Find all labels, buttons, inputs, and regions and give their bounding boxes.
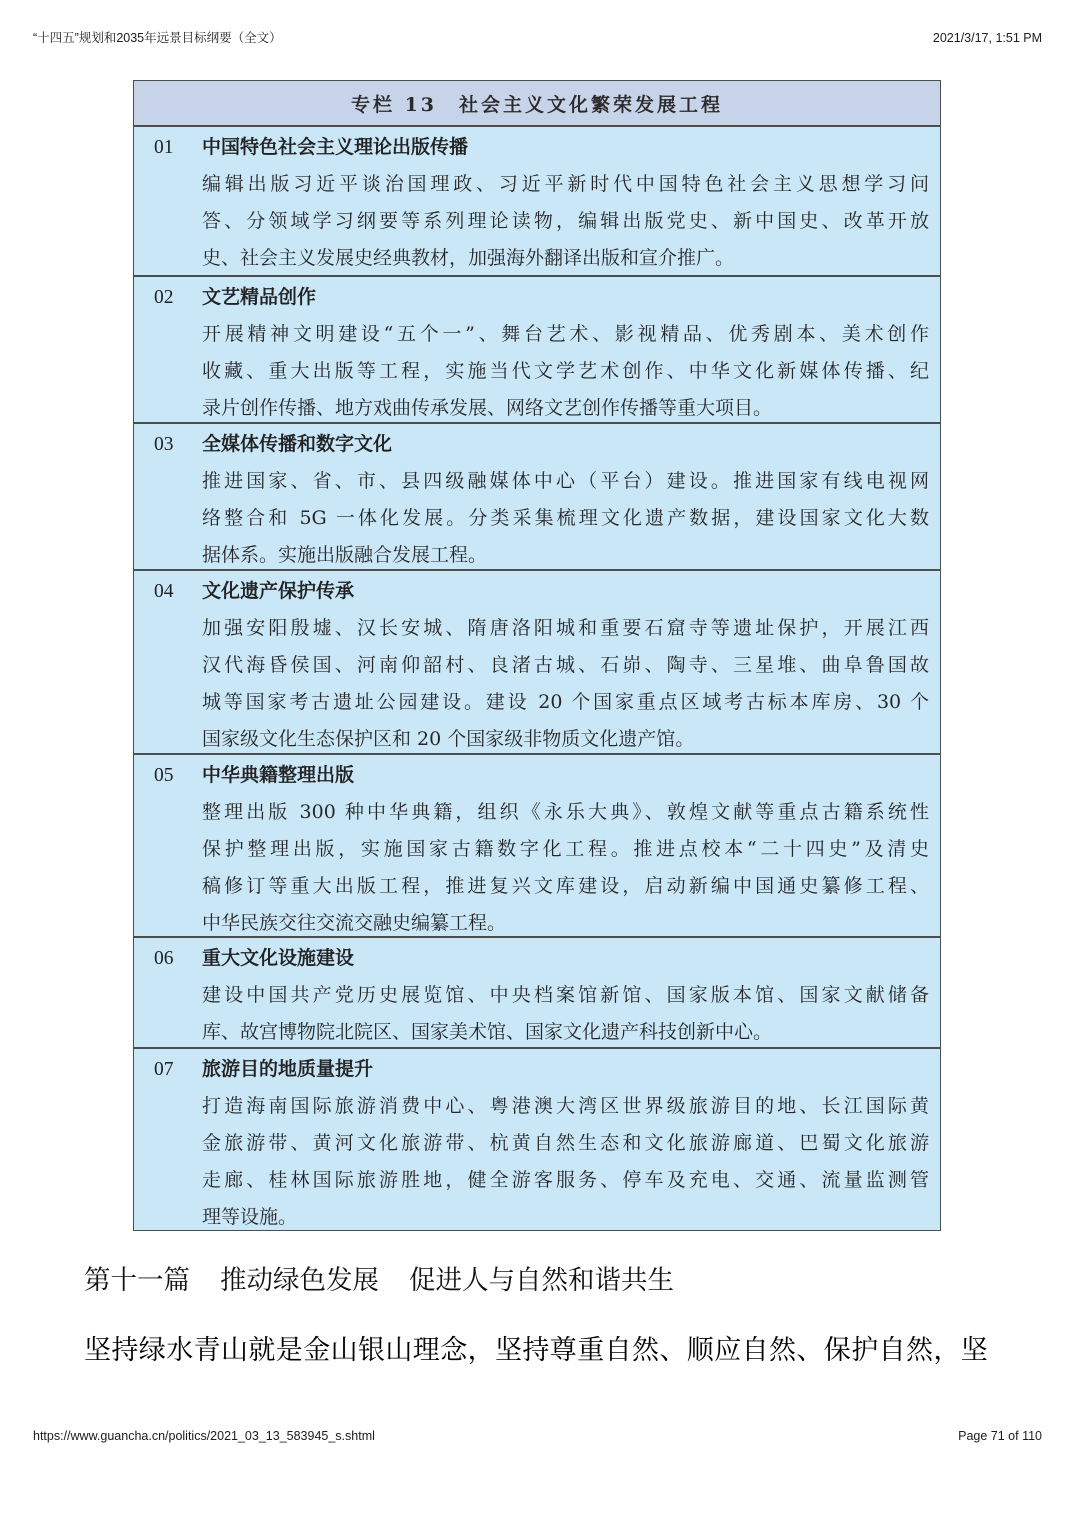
- item-content: [202, 940, 929, 1051]
- item-content: [202, 1051, 929, 1236]
- item-number: 05: [154, 765, 174, 786]
- section-part: 第十一篇: [84, 1265, 190, 1295]
- table-row: [134, 753, 940, 936]
- page-number: Page 71 of 110: [958, 1429, 1042, 1443]
- item-text-line: 开展精神文明建设“五个一”、舞台艺术、影视精品、优秀剧本、美术创作: [202, 323, 929, 345]
- item-text-line: 整理出版 300 种中华典籍，组织《永乐大典》、敦煌文献等重点古籍系统性: [202, 801, 929, 823]
- item-text-line: 保护整理出版，实施国家古籍数字化工程。推进点校本“二十四史”及清史: [202, 838, 929, 860]
- item-content: [202, 279, 929, 427]
- box-label: 专栏 13: [350, 93, 438, 116]
- section-subtitle: 促进人与自然和谐共生: [409, 1265, 674, 1295]
- item-content: [202, 129, 929, 277]
- item-content: [202, 757, 929, 942]
- item-title: 旅游目的地质量提升: [202, 1058, 374, 1080]
- item-text-line: 史、社会主义发展史经典教材，加强海外翻译出版和宣介推广。: [202, 247, 735, 269]
- page-url: https://www.guancha.cn/politics/2021_03_13_583945_s.shtml: [33, 1429, 375, 1443]
- section-title: 推动绿色发展: [220, 1265, 379, 1295]
- item-text-line: 建设中国共产党历史展览馆、中央档案馆新馆、国家版本馆、国家文献储备: [202, 984, 929, 1006]
- item-title: 文艺精品创作: [202, 286, 317, 308]
- item-text-line: 走廊、桂林国际旅游胜地，健全游客服务、停车及充电、交通、流量监测管: [202, 1169, 929, 1191]
- item-number: 01: [154, 137, 174, 158]
- item-number: 04: [154, 581, 174, 602]
- item-text-line: 答、分领域学习纲要等系列理论读物，编辑出版党史、新中国史、改革开放: [202, 210, 929, 232]
- table-row: [134, 275, 940, 422]
- item-number: 07: [154, 1059, 174, 1080]
- item-text-line: 库、故宫博物院北院区、国家美术馆、国家文化遗产科技创新中心。: [202, 1021, 773, 1043]
- print-header-title: “十四五”规划和2035年远景目标纲要（全文）: [33, 31, 282, 45]
- item-text-line: 据体系。实施出版融合发展工程。: [202, 544, 488, 566]
- table-row: [134, 125, 940, 275]
- item-text-line: 金旅游带、黄河文化旅游带、杭黄自然生态和文化旅游廊道、巴蜀文化旅游: [202, 1132, 929, 1154]
- item-text-line: 编辑出版习近平谈治国理政、习近平新时代中国特色社会主义思想学习问: [202, 173, 929, 195]
- item-text-line: 城等国家考古遗址公园建设。建设 20 个国家重点区域考古标本库房、30 个: [202, 691, 929, 713]
- table-row: [134, 422, 940, 569]
- item-title: 重大文化设施建设: [202, 947, 355, 969]
- table-row: [134, 1047, 940, 1229]
- item-text-line: 收藏、重大出版等工程，实施当代文学艺术创作、中华文化新媒体传播、纪: [202, 360, 929, 382]
- item-text-line: 打造海南国际旅游消费中心、粤港澳大湾区世界级旅游目的地、长江国际黄: [202, 1095, 929, 1117]
- box-title: 社会主义文化繁荣发展工程: [459, 93, 724, 116]
- item-number: 06: [154, 948, 174, 969]
- item-content: [202, 426, 929, 574]
- item-title: 中华典籍整理出版: [202, 764, 355, 786]
- item-text-line: 稿修订等重大出版工程，推进复兴文库建设，启动新编中国通史纂修工程、: [202, 875, 929, 897]
- item-text-line: 理等设施。: [202, 1206, 298, 1228]
- item-text-line: 汉代海昏侯国、河南仰韶村、良渚古城、石峁、陶寺、三星堆、曲阜鲁国故: [202, 654, 929, 676]
- item-number: 02: [154, 287, 174, 308]
- table-header: [134, 81, 940, 125]
- body-paragraph: 坚持绿水青山就是金山银山理念，坚持尊重自然、顺应自然、保护自然，坚: [84, 1335, 989, 1365]
- table-row: [134, 936, 940, 1047]
- table-row: [134, 569, 940, 753]
- feature-box-table: [133, 80, 941, 1231]
- item-text-line: 络整合和 5G 一体化发展。分类采集梳理文化遗产数据，建设国家文化大数: [202, 507, 929, 529]
- section-heading: [84, 1263, 674, 1297]
- print-header-datetime: 2021/3/17, 1:51 PM: [932, 31, 1042, 45]
- item-number: 03: [154, 434, 174, 455]
- item-text-line: 推进国家、省、市、县四级融媒体中心（平台）建设。推进国家有线电视网: [202, 470, 929, 492]
- item-title: 全媒体传播和数字文化: [202, 433, 393, 455]
- item-title: 中国特色社会主义理论出版传播: [202, 136, 469, 158]
- item-text-line: 中华民族交往交流交融史编纂工程。: [202, 912, 507, 934]
- item-title: 文化遗产保护传承: [202, 580, 355, 602]
- item-text-line: 录片创作传播、地方戏曲传承发展、网络文艺创作传播等重大项目。: [202, 397, 773, 419]
- item-text-line: 加强安阳殷墟、汉长安城、隋唐洛阳城和重要石窟寺等遗址保护，开展江西: [202, 617, 929, 639]
- item-content: [202, 573, 929, 758]
- item-text-line: 国家级文化生态保护区和 20 个国家级非物质文化遗产馆。: [202, 728, 695, 750]
